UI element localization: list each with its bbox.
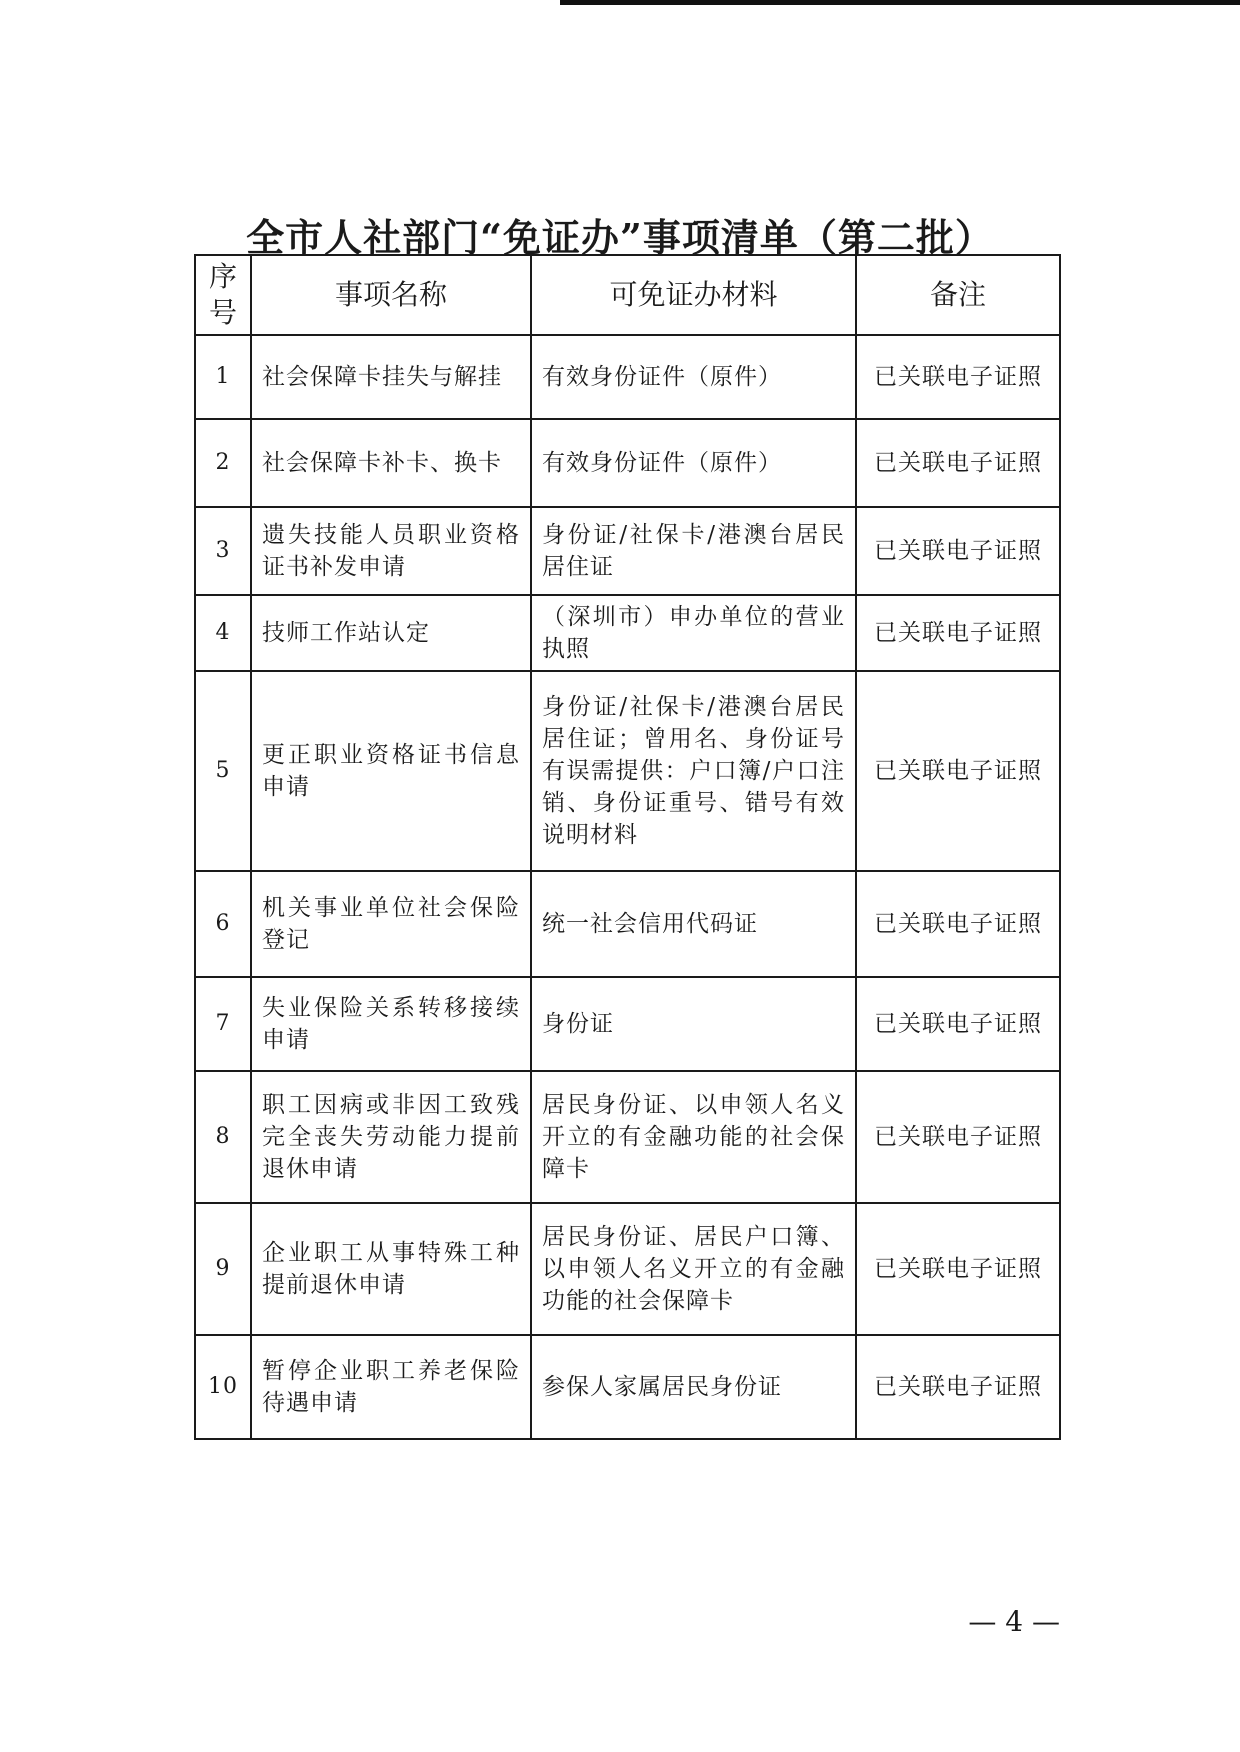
row-materials: （深圳市）申办单位的营业执照 [531,595,856,671]
row-remark: 已关联电子证照 [856,419,1060,507]
items-table [194,254,1061,1440]
row-remark: 已关联电子证照 [856,595,1060,671]
table-row [195,871,1060,977]
row-number: 4 [195,595,251,671]
table-row [195,1071,1060,1203]
row-item-name: 机关事业单位社会保险登记 [251,871,531,977]
top-border-line [560,0,1240,5]
row-remark: 已关联电子证照 [856,1071,1060,1203]
row-number: 1 [195,335,251,419]
row-materials: 身份证/社保卡/港澳台居民居住证；曾用名、身份证号有误需提供：户口簿/户口注销、身份证重号、错号有效说明材料 [531,671,856,871]
header-serial-number-label: 序号 [208,260,237,329]
header-exempt-materials: 可免证办材料 [531,255,856,335]
row-materials: 有效身份证件（原件） [531,419,856,507]
header-remark: 备注 [856,255,1060,335]
row-number: 6 [195,871,251,977]
table-header-row [195,255,1060,335]
row-item-name: 暂停企业职工养老保险待遇申请 [251,1335,531,1439]
row-materials: 参保人家属居民身份证 [531,1335,856,1439]
table-row [195,335,1060,419]
row-remark: 已关联电子证照 [856,871,1060,977]
header-item-name: 事项名称 [251,255,531,335]
row-materials: 统一社会信用代码证 [531,871,856,977]
table-row [195,1203,1060,1335]
page-number: — 4 — [968,1605,1060,1638]
row-item-name: 遗失技能人员职业资格证书补发申请 [251,507,531,595]
row-number: 3 [195,507,251,595]
row-materials: 有效身份证件（原件） [531,335,856,419]
row-number: 9 [195,1203,251,1335]
row-number: 8 [195,1071,251,1203]
table-row [195,419,1060,507]
row-remark: 已关联电子证照 [856,1335,1060,1439]
row-materials: 身份证/社保卡/港澳台居民居住证 [531,507,856,595]
row-item-name: 技师工作站认定 [251,595,531,671]
row-materials: 居民身份证、居民户口簿、以申领人名义开立的有金融功能的社会保障卡 [531,1203,856,1335]
row-item-name: 更正职业资格证书信息申请 [251,671,531,871]
row-remark: 已关联电子证照 [856,335,1060,419]
row-item-name: 企业职工从事特殊工种提前退休申请 [251,1203,531,1335]
table-row [195,595,1060,671]
row-materials: 居民身份证、以申领人名义开立的有金融功能的社会保障卡 [531,1071,856,1203]
table-row [195,671,1060,871]
row-item-name: 失业保险关系转移接续申请 [251,977,531,1071]
row-number: 5 [195,671,251,871]
row-remark: 已关联电子证照 [856,671,1060,871]
row-number: 7 [195,977,251,1071]
row-remark: 已关联电子证照 [856,1203,1060,1335]
row-remark: 已关联电子证照 [856,977,1060,1071]
table-row [195,507,1060,595]
document-title: 全市人社部门“免证办”事项清单（第二批） [246,215,994,261]
row-number: 10 [195,1335,251,1439]
header-serial-number [195,255,251,335]
table-row [195,1335,1060,1439]
row-item-name: 社会保障卡补卡、换卡 [251,419,531,507]
row-number: 2 [195,419,251,507]
table-row [195,977,1060,1071]
row-remark: 已关联电子证照 [856,507,1060,595]
row-materials: 身份证 [531,977,856,1071]
row-item-name: 社会保障卡挂失与解挂 [251,335,531,419]
row-item-name: 职工因病或非因工致残完全丧失劳动能力提前退休申请 [251,1071,531,1203]
